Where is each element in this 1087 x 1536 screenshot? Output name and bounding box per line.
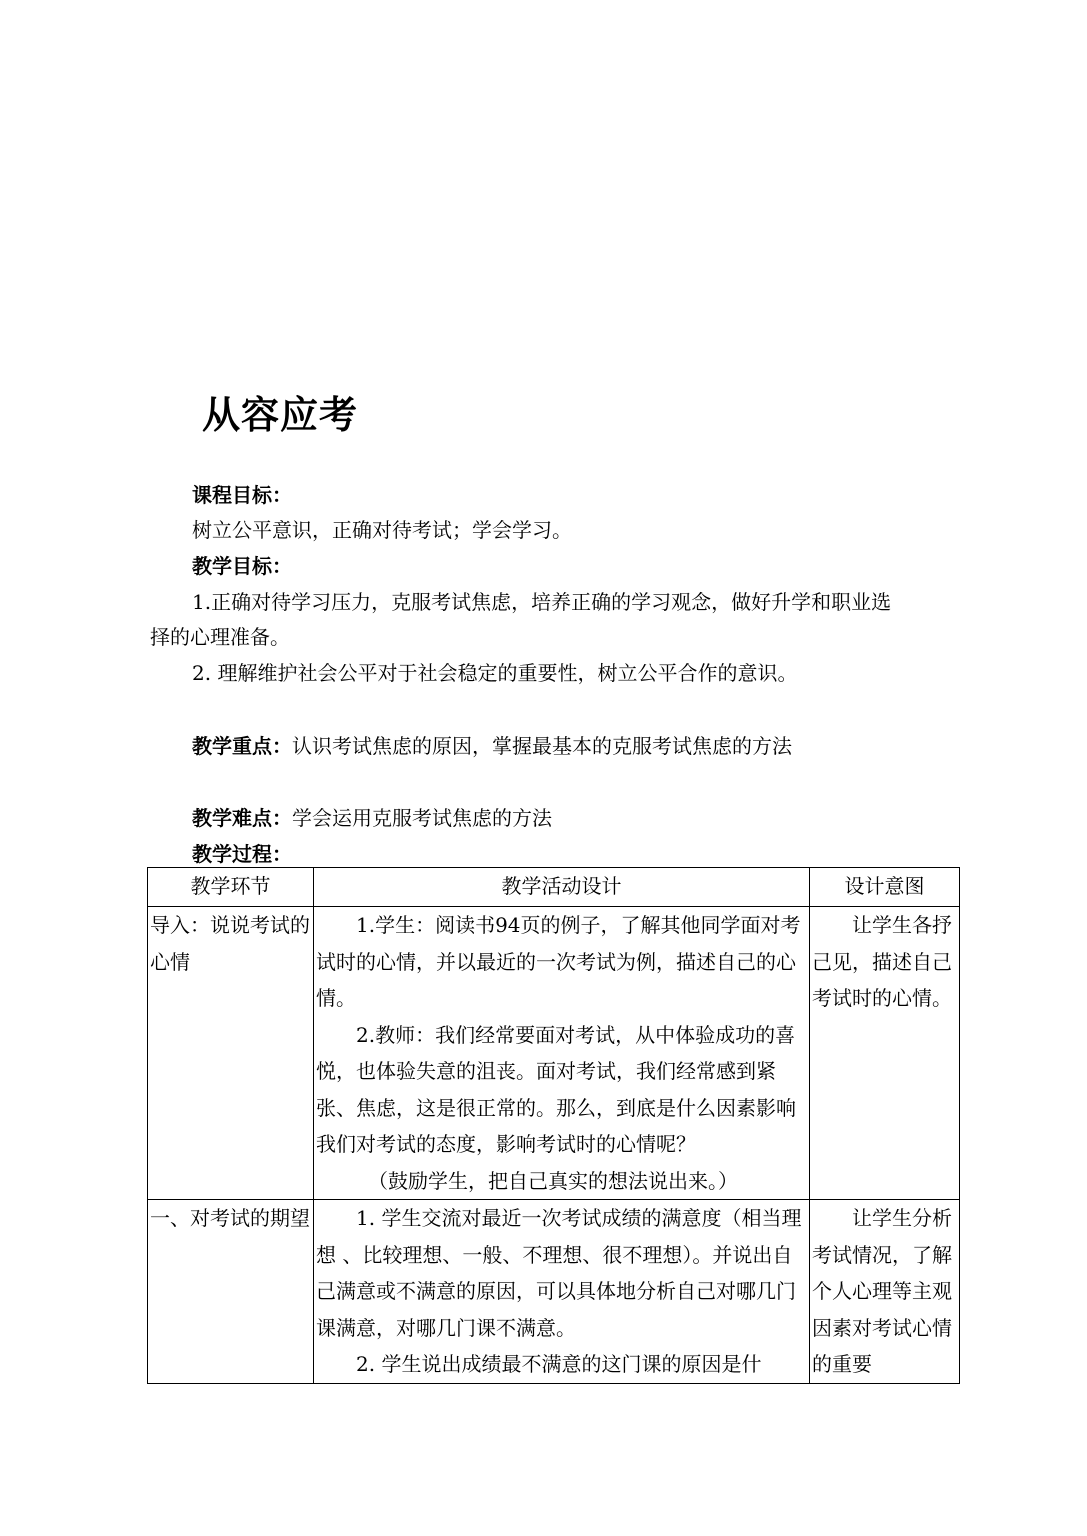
header-activity: 教学活动设计: [314, 868, 810, 907]
course-goal-label: 课程目标：: [192, 483, 292, 507]
course-goal: [192, 483, 292, 507]
activity-cell: [314, 1200, 810, 1384]
teaching-goal-label: 教学目标：: [192, 554, 292, 578]
activity-paragraph: （鼓励学生，把自己真实的想法说出来。）: [368, 1168, 738, 1193]
activity-paragraph: 1.学生：阅读书94页的例子，了解其他同学面对考试时的心情，并以最近的一次考试为例，描述自己的心情。: [316, 913, 801, 1010]
header-intent: 设计意图: [810, 868, 960, 907]
activity-paragraph: 1. 学生交流对最近一次考试成绩的满意度（相当理想 、比较理想、一般、不理想、很不理想）。并说出自己满意或不满意的原因，可以具体地分析自己对哪几门课满意，对哪几门课不满意。: [316, 1206, 802, 1340]
stage-cell: 一、对考试的期望: [148, 1200, 314, 1384]
stage-cell: 导入：说说考试的心情: [148, 907, 314, 1200]
key-point-label: 教学重点：: [192, 734, 292, 758]
activity-paragraph: 2. 学生说出成绩最不满意的这门课的原因是什: [356, 1352, 762, 1376]
teaching-goal-item-1-cont: 择的心理准备。: [150, 625, 290, 649]
intent-cell: 让学生各抒己见，描述自己考试时的心情。: [810, 907, 960, 1200]
key-point-text: 认识考试焦虑的原因，掌握最基本的克服考试焦虑的方法: [292, 734, 792, 758]
teaching-goal-item-1: 1.正确对待学习压力，克服考试焦虑，培养正确的学习观念，做好升学和职业选: [192, 590, 892, 614]
teaching-goal: [192, 554, 292, 578]
difficulty-label: 教学难点：: [192, 806, 292, 830]
key-point: [192, 734, 792, 758]
teaching-goal-item-2: 2. 理解维护社会公平对于社会稳定的重要性，树立公平合作的意识。: [192, 661, 798, 685]
difficulty: [192, 806, 552, 830]
activity-paragraph: 2.教师：我们经常要面对考试，从中体验成功的喜悦，也体验失意的沮丧。面对考试，我们经常感到紧张、焦虑，这是很正常的。那么，到底是什么因素影响我们对考试的态度，影响考试时的心情呢？: [316, 1022, 796, 1156]
table-row: [148, 907, 960, 1200]
header-stage: 教学环节: [148, 868, 314, 907]
page-title: 从容应考: [202, 393, 359, 437]
course-goal-text: 树立公平意识，正确对待考试；学会学习。: [192, 518, 572, 542]
teaching-process-table: [147, 867, 960, 1384]
process-label: 教学过程：: [192, 842, 292, 866]
table-row: [148, 1200, 960, 1384]
intent-cell: 让学生分析考试情况，了解个人心理等主观因素对考试心情的重要: [810, 1200, 960, 1384]
table-header-row: [148, 868, 960, 907]
difficulty-text: 学会运用克服考试焦虑的方法: [292, 806, 552, 830]
activity-cell: [314, 907, 810, 1200]
